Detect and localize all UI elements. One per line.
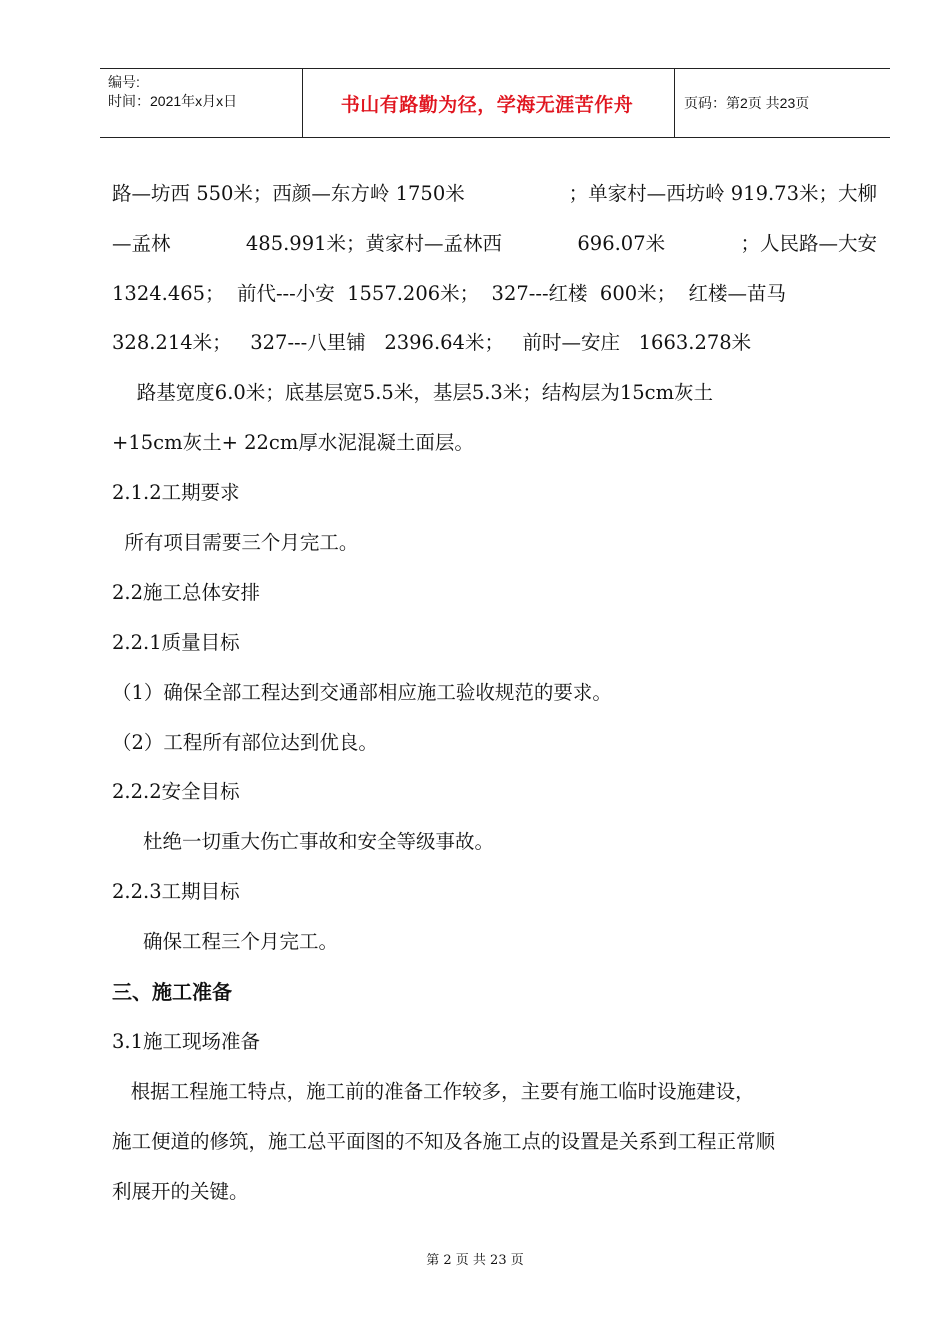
header-page-label: 页码：第2页 共23页 [684,95,810,111]
number-label: 编号: [108,74,140,90]
text-segment: 696.07米 [577,232,666,255]
paragraph-line: 1324.465； 前代---小安 1557.206米； 327---红楼 600米； 红楼—苗马 [112,282,787,305]
text-segment: —孟林 [112,232,171,255]
page-footer: 第 2 页 共 23 页 [426,1253,524,1268]
paragraph-line: 利展开的关键。 [112,1180,249,1203]
section-heading: 2.2.3工期目标 [112,880,240,903]
section-heading: 2.2施工总体安排 [112,581,261,604]
paragraph-line: 确保工程三个月完工。 [112,930,338,953]
text-segment: ；人民路—大安 [740,232,877,255]
section-heading: 2.1.2工期要求 [112,481,240,504]
page-header [100,68,890,138]
header-motto: 书山有路勤为径，学海无涯苦作舟 [340,93,634,116]
paragraph-line: 根据工程施工特点，施工前的准备工作较多，主要有施工临时设施建设， [112,1080,755,1103]
section-heading: 2.2.1质量目标 [112,631,240,654]
paragraph-line: 施工便道的修筑，施工总平面图的不知及各施工点的设置是关系到工程正常顺 [112,1130,776,1153]
section-heading: 2.2.2安全目标 [112,780,240,803]
text-segment: 路—坊西 550米；西颜—东方岭 1750米 [112,182,465,205]
section-heading: 3.1施工现场准备 [112,1030,261,1053]
paragraph-line: 所有项目需要三个月完工。 [112,531,359,554]
paragraph-line: 杜绝一切重大伤亡事故和安全等级事故。 [112,830,494,853]
header-meta [108,73,303,111]
paragraph-line: 328.214米； 327---八里铺 2396.64米； 前时—安庄 1663.278米 [112,331,752,354]
text-segment: ；单家村—西坊岭 919.73米；大柳 [568,182,877,205]
chapter-heading: 三、施工准备 [112,980,232,1004]
list-item: （1）确保全部工程达到交通部相应施工验收规范的要求。 [112,681,612,704]
paragraph-line [112,181,877,207]
text-segment: 485.991米；黄家村—孟林西 [245,232,503,255]
list-item: （2）工程所有部位达到优良。 [112,731,378,754]
header-divider [674,69,675,137]
paragraph-line: +15cm灰土+ 22cm厚水泥混凝土面层。 [112,431,474,454]
paragraph-line: 路基宽度6.0米；底基层宽5.5米，基层5.3米；结构层为15cm灰土 [112,381,714,404]
paragraph-line [112,231,877,257]
time-label: 时间：2021年x月x日 [108,93,238,109]
